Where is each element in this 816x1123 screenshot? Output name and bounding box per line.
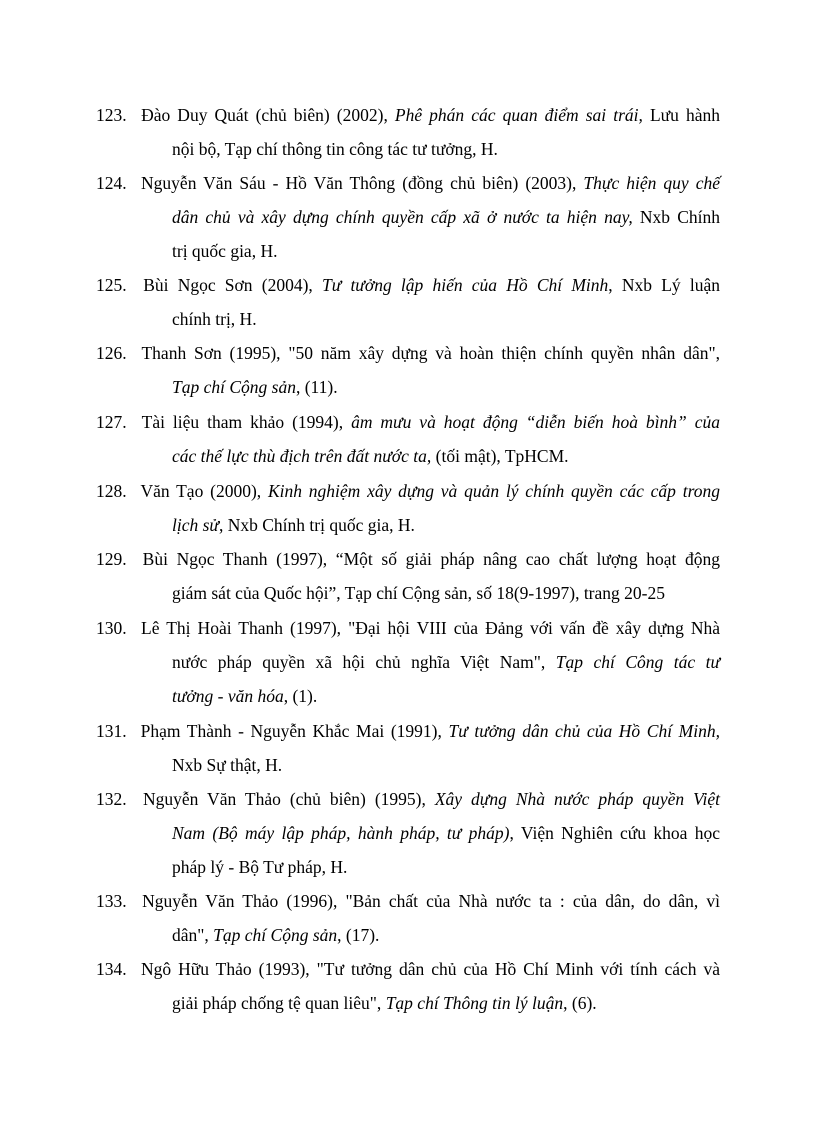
- reference-title-italic: Tạp chí Thông tin lý luận: [385, 993, 564, 1013]
- reference-text: , Viện Nghiên cứu khoa học: [509, 823, 720, 843]
- reference-continuation-line: [172, 918, 720, 952]
- reference-continuation-line: [172, 370, 720, 404]
- reference-text: , Nxb Chính trị quốc gia, H.: [218, 515, 415, 535]
- reference-first-line: [96, 405, 720, 439]
- reference-text: , (17).: [337, 925, 380, 945]
- reference-text: dân",: [172, 925, 214, 945]
- reference-continuation-line: [172, 200, 720, 234]
- reference-text: , (11).: [295, 377, 338, 397]
- reference-text: Nguyễn Văn Thảo (chủ biên) (1995),: [142, 789, 435, 809]
- reference-number: 132.: [96, 789, 127, 809]
- reference-text: Nguyễn Văn Thảo (1996), "Bản chất của Nhà nước ta : của dân, do dân, vì: [142, 891, 720, 911]
- reference-text: Tài liệu tham khảo (1994),: [141, 412, 352, 432]
- reference-text: Nguyễn Văn Sáu - Hồ Văn Thông (đồng chủ biên) (2003),: [141, 173, 584, 193]
- reference-text: giải pháp chống tệ quan liêu",: [172, 993, 386, 1013]
- reference-number: 134.: [96, 959, 127, 979]
- reference-title-italic: dân chủ và xây dựng chính quyền cấp xã ở nước ta hiện nay,: [172, 207, 633, 227]
- reference-number: 131.: [96, 721, 127, 741]
- reference-title-italic: Tạp chí Cộng sản: [172, 377, 296, 397]
- reference-first-line: [96, 952, 720, 986]
- reference-title-italic: Tư tưởng lập hiến của Hồ Chí Minh: [321, 275, 609, 295]
- reference-continuation-line: [172, 850, 720, 884]
- reference-first-line: [96, 166, 720, 200]
- reference-number: 129.: [96, 549, 127, 569]
- reference-text: Nxb Sự thật, H.: [172, 755, 283, 775]
- reference-continuation-line: [172, 439, 720, 473]
- reference-text: Ngô Hữu Thảo (1993), "Tư tưởng dân chủ của Hồ Chí Minh với tính cách và: [141, 959, 720, 979]
- reference-text: Phạm Thành - Nguyễn Khắc Mai (1991),: [140, 721, 449, 741]
- reference-first-line: [96, 714, 720, 748]
- reference-title-italic: Xây dựng Nhà nước pháp quyền Việt: [434, 789, 721, 809]
- reference-title-italic: lịch sử: [172, 515, 219, 535]
- reference-text: Thanh Sơn (1995), "50 năm xây dựng và hoàn thiện chính quyền nhân dân",: [141, 343, 720, 363]
- reference-number: 123.: [96, 105, 127, 125]
- reference-text: trị quốc gia, H.: [172, 241, 278, 261]
- reference-title-italic: Thực hiện quy chế: [583, 173, 720, 193]
- reference-text: Đào Duy Quát (chủ biên) (2002),: [141, 105, 395, 125]
- reference-number: 133.: [96, 891, 127, 911]
- reference-first-line: [96, 336, 720, 370]
- reference-first-line: [96, 98, 720, 132]
- reference-continuation-line: [172, 132, 720, 166]
- reference-text: pháp lý - Bộ Tư pháp, H.: [172, 857, 348, 877]
- reference-number: 126.: [96, 343, 127, 363]
- reference-continuation-line: [172, 234, 720, 268]
- reference-text: Nxb Chính: [632, 207, 720, 227]
- reference-title-italic: Tư tưởng dân chủ của Hồ Chí Minh,: [448, 721, 720, 741]
- reference-text: giám sát của Quốc hội”, Tạp chí Cộng sản, số 18(9-1997), trang 20-25: [172, 583, 665, 603]
- reference-first-line: [96, 268, 720, 302]
- reference-continuation-line: [172, 816, 720, 850]
- reference-first-line: [96, 611, 720, 645]
- reference-title-italic: Kinh nghiệm xây dựng và quản lý chính quyền các cấp trong: [267, 481, 720, 501]
- reference-text: , (1).: [283, 686, 318, 706]
- reference-continuation-line: [172, 986, 720, 1020]
- reference-continuation-line: [172, 679, 720, 713]
- reference-first-line: [96, 782, 720, 816]
- reference-continuation-line: [172, 576, 720, 610]
- reference-number: 130.: [96, 618, 127, 638]
- reference-continuation-line: [172, 748, 720, 782]
- reference-text: nội bộ, Tạp chí thông tin công tác tư tưởng, H.: [172, 139, 498, 159]
- reference-first-line: [96, 474, 720, 508]
- reference-title-italic: âm mưu và hoạt động “diễn biến hoà bình” của: [351, 412, 721, 432]
- reference-first-line: [96, 542, 720, 576]
- reference-title-italic: các thế lực thù địch trên đất nước ta,: [172, 446, 432, 466]
- reference-number: 124.: [96, 173, 127, 193]
- reference-text: nước pháp quyền xã hội chủ nghĩa Việt Nam",: [172, 652, 556, 672]
- reference-text: (tối mật), TpHCM.: [431, 446, 569, 466]
- reference-title-italic: Tạp chí Công tác tư: [555, 652, 720, 672]
- reference-text: Bùi Ngọc Thanh (1997), “Một số giải pháp nâng cao chất lượng hoạt động: [142, 549, 720, 569]
- reference-number: 125.: [96, 275, 127, 295]
- reference-text: Lê Thị Hoài Thanh (1997), "Đại hội VIII của Đảng với vấn đề xây dựng Nhà: [141, 618, 721, 638]
- reference-text: Lưu hành: [642, 105, 720, 125]
- reference-text: chính trị, H.: [172, 309, 257, 329]
- reference-title-italic: tưởng - văn hóa: [172, 686, 284, 706]
- reference-title-italic: Tạp chí Cộng sản: [213, 925, 338, 945]
- reference-title-italic: Nam (Bộ máy lập pháp, hành pháp, tư pháp): [172, 823, 510, 843]
- reference-number: 127.: [96, 412, 127, 432]
- reference-first-line: [96, 884, 720, 918]
- reference-text: Văn Tạo (2000),: [140, 481, 268, 501]
- reference-continuation-line: [172, 508, 720, 542]
- reference-number: 128.: [96, 481, 127, 501]
- reference-text: Bùi Ngọc Sơn (2004),: [143, 275, 322, 295]
- reference-title-italic: Phê phán các quan điểm sai trái,: [394, 105, 643, 125]
- reference-continuation-line: [172, 645, 720, 679]
- reference-text: , Nxb Lý luận: [608, 275, 720, 295]
- reference-text: , (6).: [563, 993, 597, 1013]
- reference-continuation-line: [172, 302, 720, 336]
